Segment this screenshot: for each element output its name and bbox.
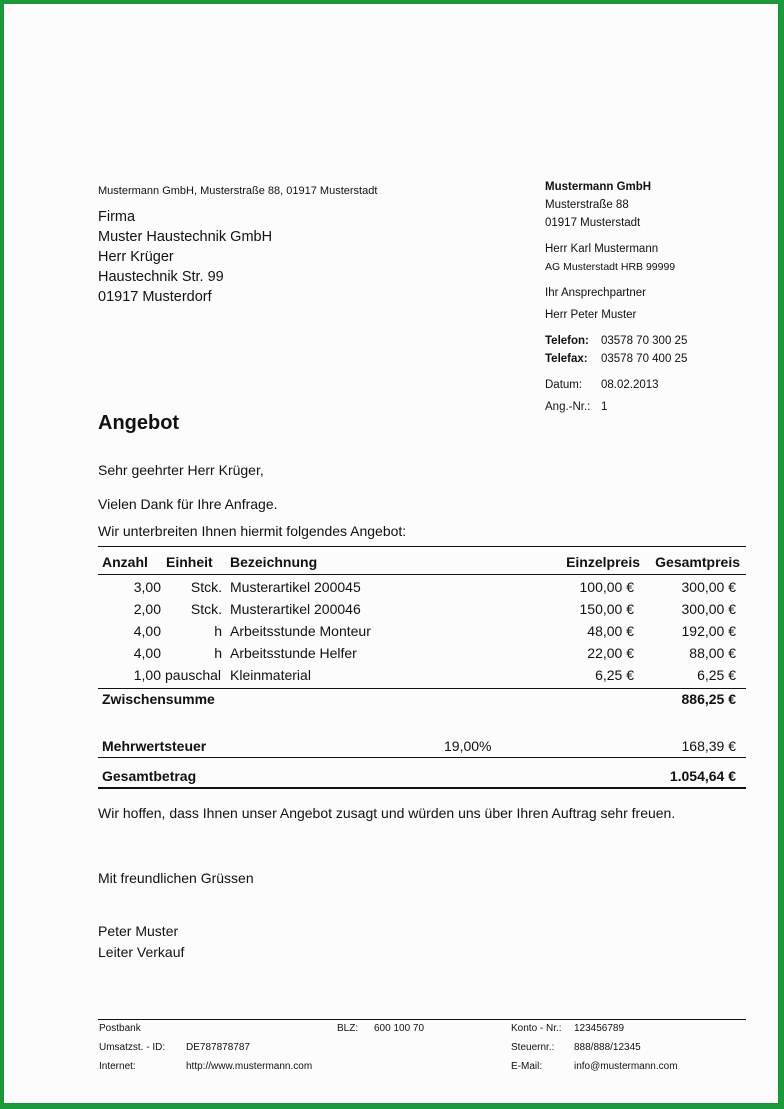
row-unit-price: 48,00 € xyxy=(587,623,634,639)
row-qty: 4,00 xyxy=(133,623,161,639)
row-description: Musterartikel 200045 xyxy=(230,579,361,595)
subtotal-rule xyxy=(98,688,746,689)
phone-label: Telefon: xyxy=(545,335,589,347)
row-qty: 4,00 xyxy=(133,645,161,661)
header-unit-price: Einzelpreis xyxy=(566,554,640,570)
header-unit: Einheit xyxy=(166,554,213,570)
footer-blz: 600 100 70 xyxy=(374,1023,425,1034)
signature-role: Leiter Verkauf xyxy=(98,944,185,960)
row-unit: Stck. xyxy=(190,579,222,595)
footer-tax-no: 888/888/12345 xyxy=(574,1042,641,1053)
recipient-line: Haustechnik Str. 99 xyxy=(98,269,224,285)
sender-return-address: Mustermann GmbH, Musterstraße 88, 01917 Musterstadt xyxy=(98,185,378,197)
row-unit: pauschal xyxy=(165,667,222,683)
row-description: Arbeitsstunde Monteur xyxy=(230,623,371,639)
closing-text: Wir hoffen, dass Ihnen unser Angebot zusagt und würden uns über Ihren Auftrag sehr freuen. xyxy=(98,805,676,821)
footer-internet[interactable]: http://www.mustermann.com xyxy=(186,1061,313,1072)
salutation: Sehr geehrter Herr Krüger, xyxy=(98,462,264,478)
header-total-price: Gesamtpreis xyxy=(655,554,740,570)
signature-block xyxy=(98,921,184,963)
company-register: AG Musterstadt HRB 99999 xyxy=(545,261,676,273)
recipient-line: Muster Haustechnik GmbH xyxy=(98,229,273,245)
recipient-line: Herr Krüger xyxy=(98,249,174,265)
intro-text: Wir unterbreiten Ihnen hiermit folgendes Angebot: xyxy=(98,523,407,539)
row-total: 88,00 € xyxy=(689,645,736,661)
fax-label: Telefax: xyxy=(545,353,588,365)
recipient-line: 01917 Musterdorf xyxy=(98,289,212,305)
thanks-text: Vielen Dank für Ihre Anfrage. xyxy=(98,496,278,512)
subtotal-value: 886,25 € xyxy=(681,691,736,707)
row-description: Musterartikel 200046 xyxy=(230,601,361,617)
row-description: Kleinmaterial xyxy=(230,667,311,683)
company-name: Mustermann GmbH xyxy=(545,181,652,193)
offer-number-label: Ang.-Nr.: xyxy=(545,401,591,413)
contact-name: Herr Peter Muster xyxy=(545,309,637,321)
footer-email-label: E-Mail: xyxy=(511,1061,543,1072)
row-qty: 3,00 xyxy=(133,579,161,595)
grand-total-label: Gesamtbetrag xyxy=(102,768,197,784)
company-owner: Herr Karl Mustermann xyxy=(545,243,659,255)
phone-row xyxy=(545,332,687,350)
grand-total-value: 1.054,64 € xyxy=(669,768,736,784)
grand-total-rule xyxy=(98,787,746,789)
date-value: 08.02.2013 xyxy=(601,379,659,391)
date-label: Datum: xyxy=(545,379,583,391)
row-unit-price: 100,00 € xyxy=(579,579,634,595)
row-unit: h xyxy=(214,623,222,639)
footer-rule xyxy=(98,1019,746,1020)
footer-vat-id-label: Umsatzst. - ID: xyxy=(99,1042,166,1053)
company-info-block xyxy=(545,178,687,416)
footer-account-label: Konto - Nr.: xyxy=(511,1023,562,1034)
offer-number-row xyxy=(545,398,687,416)
footer-bank: Postbank xyxy=(99,1023,141,1034)
footer-tax-no-label: Steuernr.: xyxy=(511,1042,555,1053)
row-total: 300,00 € xyxy=(681,579,736,595)
company-street: Musterstraße 88 xyxy=(545,199,629,211)
header-rule xyxy=(98,574,746,575)
fax-value: 03578 70 400 25 xyxy=(601,353,688,365)
footer-vat-id: DE787878787 xyxy=(186,1042,250,1053)
row-total: 192,00 € xyxy=(681,623,736,639)
row-description: Arbeitsstunde Helfer xyxy=(230,645,357,661)
recipient-address xyxy=(98,207,272,307)
greeting: Mit freundlichen Grüssen xyxy=(98,870,254,886)
vat-label: Mehrwertsteuer xyxy=(102,738,207,754)
header-qty: Anzahl xyxy=(102,554,148,570)
document-page xyxy=(3,3,779,1104)
row-unit: Stck. xyxy=(190,601,222,617)
row-unit-price: 6,25 € xyxy=(595,667,634,683)
date-row xyxy=(545,376,687,394)
phone-value: 03578 70 300 25 xyxy=(601,335,688,347)
footer-blz-label: BLZ: xyxy=(337,1023,359,1034)
contact-label: Ihr Ansprechpartner xyxy=(545,287,647,299)
vat-rule xyxy=(98,757,746,758)
footer-internet-label: Internet: xyxy=(99,1061,136,1072)
fax-row xyxy=(545,350,687,368)
row-qty: 1,00 xyxy=(133,667,161,683)
footer-account: 123456789 xyxy=(574,1023,625,1034)
header-description: Bezeichnung xyxy=(230,554,318,570)
row-total: 300,00 € xyxy=(681,601,736,617)
row-qty: 2,00 xyxy=(133,601,161,617)
row-unit-price: 22,00 € xyxy=(587,645,634,661)
row-unit-price: 150,00 € xyxy=(579,601,634,617)
row-total: 6,25 € xyxy=(697,667,736,683)
signature-name: Peter Muster xyxy=(98,923,179,939)
subtotal-label: Zwischensumme xyxy=(102,691,215,707)
vat-value: 168,39 € xyxy=(681,738,736,754)
row-unit: h xyxy=(214,645,222,661)
recipient-line: Firma xyxy=(98,209,136,225)
document-title: Angebot xyxy=(98,412,180,434)
offer-number-value: 1 xyxy=(601,401,608,413)
table-top-rule xyxy=(98,546,746,547)
footer-email[interactable]: info@mustermann.com xyxy=(574,1061,678,1072)
vat-rate: 19,00% xyxy=(444,738,492,754)
company-city: 01917 Musterstadt xyxy=(545,217,641,229)
